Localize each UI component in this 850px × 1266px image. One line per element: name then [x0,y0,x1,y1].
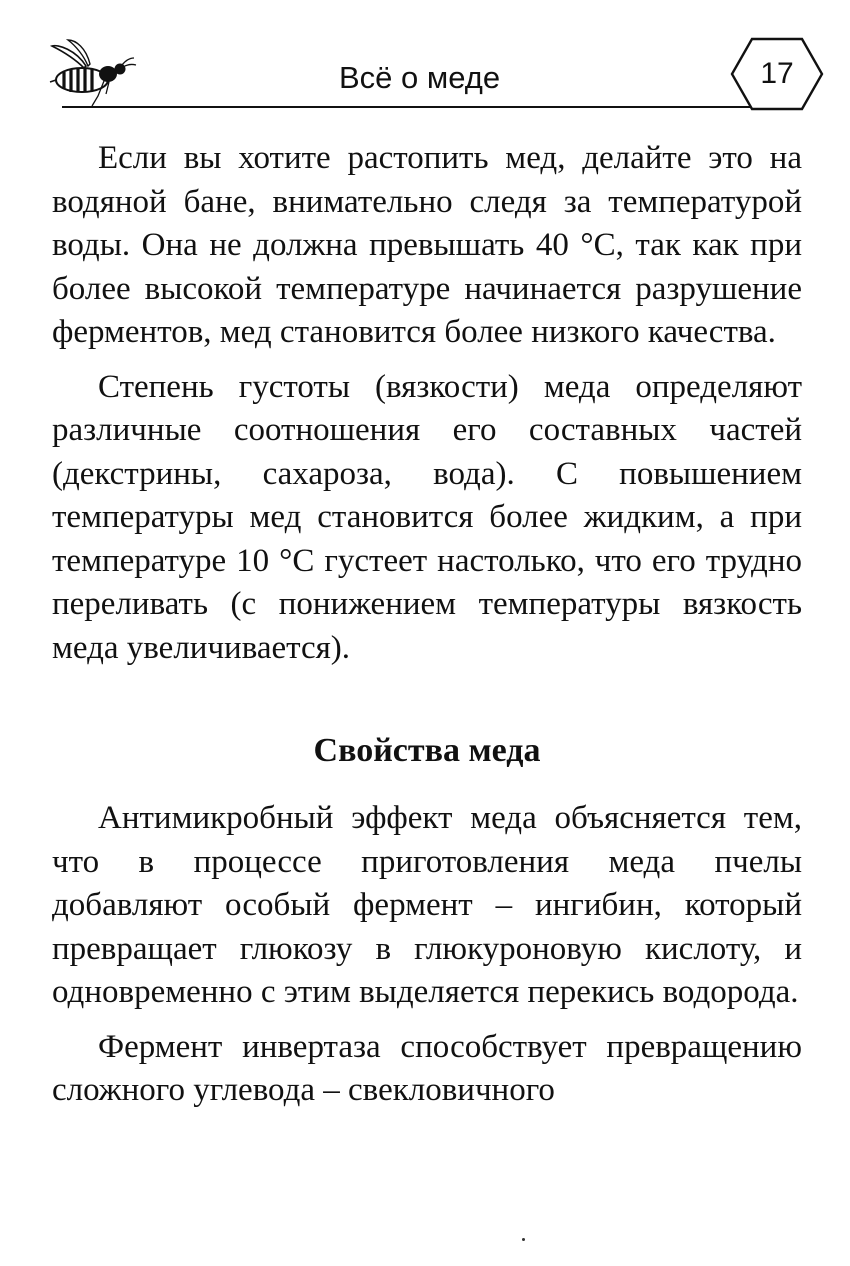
page-number: 17 [760,57,794,90]
paragraph-antimicrobial-effect: Антимикробный эффект меда объясняется тем, что в процессе приготовления меда пчелы добавляют особый фермент – ингибин, который превращает глюкозу в глюкуроновую кислоту, и одновременно с этим выделяется перекись водорода. [52,800,802,1010]
page-body [52,137,802,1113]
page-number-badge [730,36,824,112]
paragraph-invertase: Фермент инвертаза способствует превращению сложного углевода – свекловичного [52,1028,802,1108]
header-title: Всё о меде [339,60,501,95]
print-speck [522,1238,525,1241]
bee-icon [46,36,138,108]
paragraph-honey-melting: Если вы хотите растопить мед, делайте это на водяной бане, внимательно следя за температурой воды. Она не должна превышать 40 °С, так как при более высокой температуре начинается разрушение ферментов, мед становится более низкого качества. [52,140,802,350]
section-heading: Свойства меда [313,732,541,769]
paragraph-honey-viscosity: Степень густоты (вязкости) меда определяют различные соотношения его составных частей (декстрины, сахароза, вода). С повышением температуры мед становится более жидким, а при температуре 10 °С густеет настолько, что его трудно переливать (с понижением температуры вязкость меда увеличивается). [52,368,802,666]
header-rule [62,106,758,108]
page-header [46,34,824,116]
